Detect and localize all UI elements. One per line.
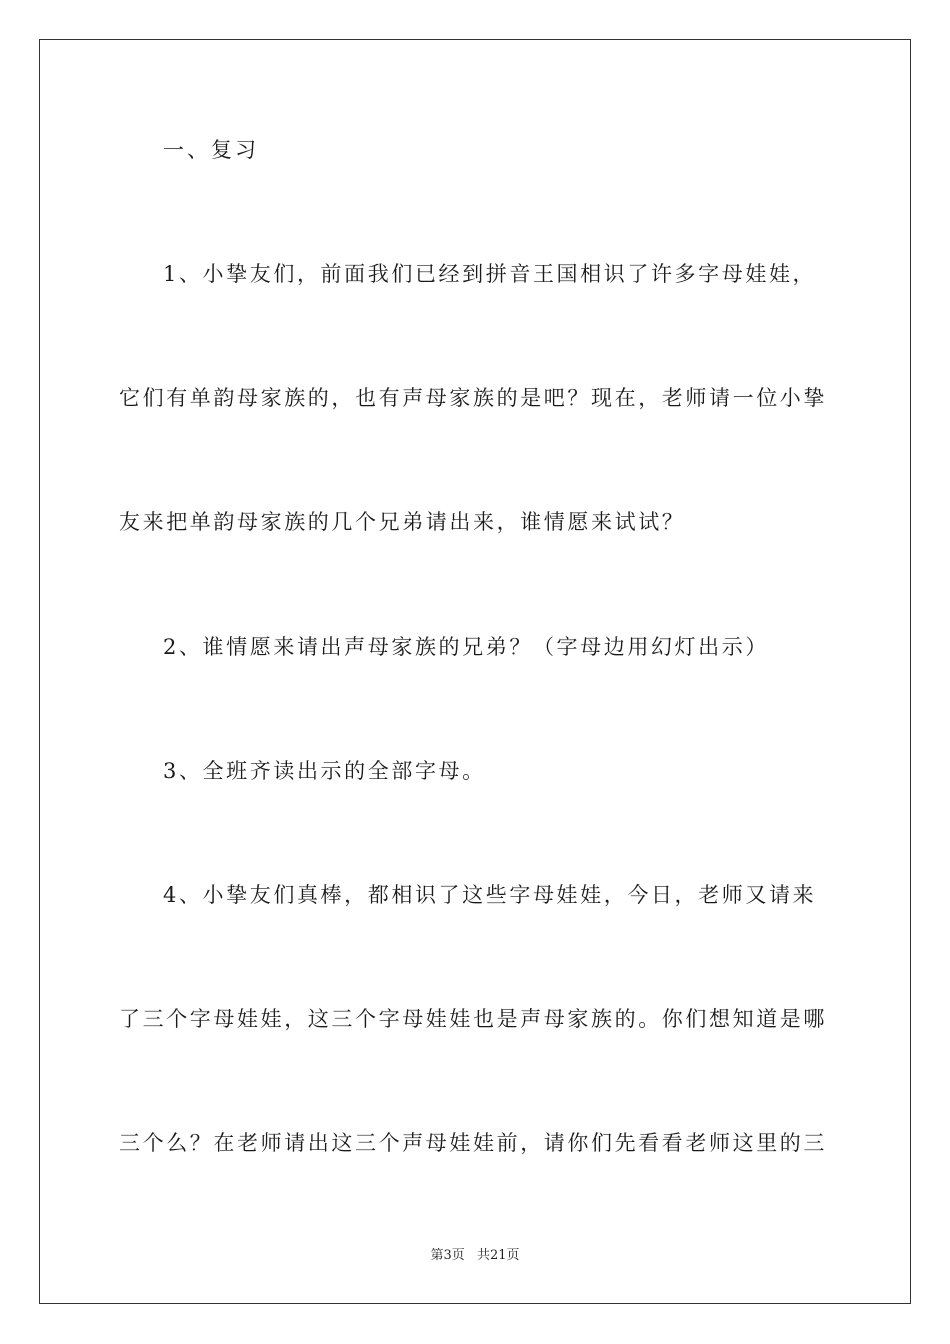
paragraph-line: 它们有单韵母家族的，也有声母家族的是吧？现在，老师请一位小挚 <box>119 386 827 410</box>
paragraph-line: 友来把单韵母家族的几个兄弟请出来，谁情愿来试试？ <box>119 510 686 534</box>
total-page-count: 共21页 <box>476 1248 520 1263</box>
page-border <box>39 39 911 1304</box>
paragraph-line: 3、全班齐读出示的全部字母。 <box>163 759 486 783</box>
page-footer <box>0 1247 950 1265</box>
paragraph-line: 了三个字母娃娃，这三个字母娃娃也是声母家族的。你们想知道是哪 <box>119 1007 827 1031</box>
paragraph-line: 2、谁情愿来请出声母家族的兄弟？（字母边用幻灯出示） <box>163 635 769 659</box>
current-page-number: 第3页 <box>430 1248 465 1263</box>
paragraph-line: 三个么？在老师请出这三个声母娃娃前，请你们先看看老师这里的三 <box>119 1131 827 1155</box>
section-heading: 一、复习 <box>163 138 259 162</box>
paragraph-line: 1、小挚友们，前面我们已经到拼音王国相识了许多字母娃娃， <box>163 262 817 286</box>
paragraph-line: 4、小挚友们真棒，都相识了这些字母娃娃，今日，老师又请来 <box>163 883 817 907</box>
